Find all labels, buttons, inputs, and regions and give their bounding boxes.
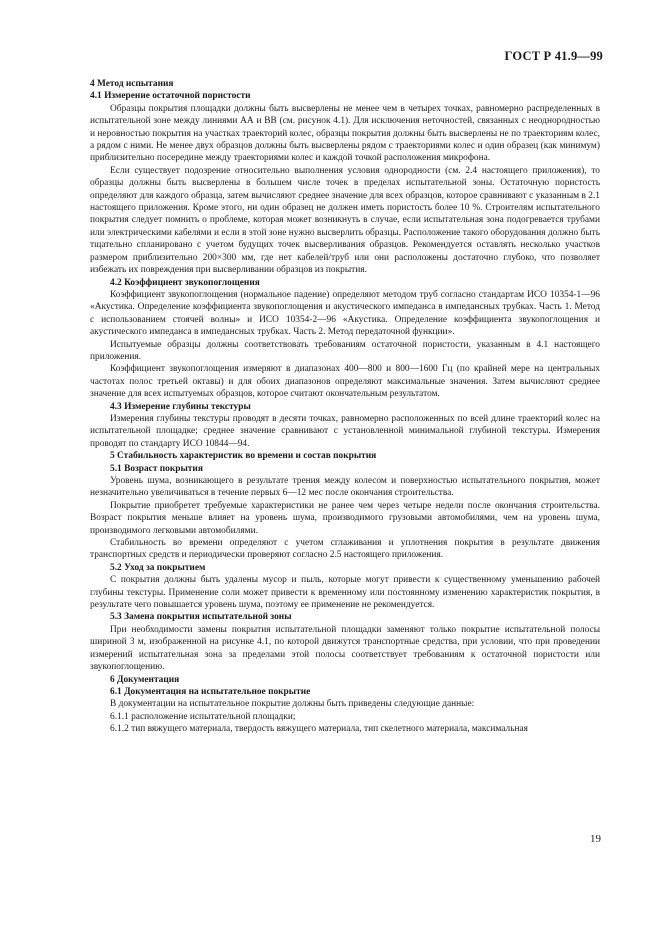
section-5-heading: 5 Стабильность характеристик во времени и состав покрытия xyxy=(110,451,377,462)
paragraph: С покрытия должны быть удалены мусор и пыль, которые могут привести к существенному уменьшению рабочей глубины текстуры. Применение соли может привести к временному или постоянному изменению характеристик покрытия, в результате чего повышается уровень шума, поэтому ее применение не рекомендуется. xyxy=(90,575,600,611)
paragraph: Уровень шума, возникающего в результате трения между колесом и поверхностью испытательного покрытия, может незначительно увеличиваться в течение первых 6—12 мес после окончания строительства. xyxy=(90,476,600,499)
page-number: 19 xyxy=(590,833,601,845)
section-6-heading: 6 Документация xyxy=(110,674,180,685)
paragraph: Испытуемые образцы должны соответствовать требованиям остаточной пористости, указанным в 4.1 настоящего приложения. xyxy=(90,339,600,362)
subsection-5-3-heading: 5.3 Замена покрытия испытательной зоны xyxy=(110,612,292,623)
paragraph: Измерения глубины текстуры проводят в десяти точках, равномерно расположенных по всей длине траекторий колес на испытательной площадке; среднее значение сравнивают с установленной минимальной глубиной текстуры. Измерения проводят по стандарту ИСО 10844—94. xyxy=(90,413,600,449)
paragraph: В документации на испытательное покрытие должны быть приведены следующие данные: xyxy=(110,699,475,710)
paragraph: Если существует подозрение относительно выполнения условия однородности (см. 2.4 настоящего приложения), то образцы должны быть высверлены в большем числе точек в пределах испытательной зоны. Остаточную пористость определяют для каждого образца, затем вычисляют среднее значение для всех образцов, которое сравнивают с указанным в 2.1 настоящего приложения. Кроме этого, ни один образец не должен иметь пористость более 10 %. Строителям испытательного покрытия следует помнить о проблеме, которая может возникнуть в случае, если испытательная зона подогревается трубами или электрическими кабелями и если в этой зоне нужно высверлить образцы. Расположение такого оборудования должно быть тщательно спланировано с учетом будущих точек высверливания образцов. Рекомендуется оставлять несколько участков размером приблизительно 200×300 мм, где нет кабелей/труб или они расположены достаточно глубоко, что позволяет избежать их повреждения при высверливании образцов из покрытия. xyxy=(90,165,600,276)
subsection-6-1-heading: 6.1 Документация на испытательное покрытие xyxy=(110,686,311,697)
subsection-4-2-heading: 4.2 Коэффициент звукопоглощения xyxy=(110,277,260,288)
paragraph: Покрытие приобретет требуемые характеристики не ранее чем через четыре недели после окончания строительства. Возраст покрытия меньше влияет на уровень шума, производимого грузовыми автомобилями, чем на уровень шума, производимого легковыми автомобилями. xyxy=(90,500,600,536)
subsection-4-1-heading: 4.1 Измерение остаточной пористости xyxy=(90,91,251,102)
paragraph: Образцы покрытия площадки должны быть высверлены не менее чем в четырех точках, равномерно распределенных в испытательной зоне между линиями АА и ВВ (см. рисунок 4.1). Для исключения неточностей, связанных с неоднородностью и неровностью покрытия на участках траекторий колес, образцы покрытия должны быть высверлены не по траекториям колес, а рядом с ними. Не менее двух образцов должны быть высверлены рядом с траекториями колес и один образец (как минимум) приблизительно посередине между траекториями колес и каждой точкой расположения микрофона. xyxy=(90,103,600,164)
section-4-heading: 4 Метод испытания xyxy=(90,79,174,89)
paragraph: При необходимости замены покрытия испытательной площадки заменяют только покрытие испытательной полосы шириной 3 м, изображенной на рисунке 4.1, по которой движутся транспортные средства, при условии, что при проведении измерений испытательная зона за пределами этой полосы соответствует требованиям к остаточной пористости или звукопоглощению. xyxy=(90,624,600,673)
paragraph: Стабильность во времени определяют с учетом сглаживания и уплотнения покрытия в результате движения транспортных средств и периодически проверяют согласно 2.5 настоящего приложения. xyxy=(90,538,600,561)
list-item: 6.1.2 тип вяжущего материала, твердость вяжущего материала, тип скелетного материала, максимальная xyxy=(110,724,528,735)
subsection-4-3-heading: 4.3 Измерение глубины текстуры xyxy=(110,401,251,412)
list-item: 6.1.1 расположение испытательной площадки; xyxy=(110,711,296,722)
subsection-5-1-heading: 5.1 Возраст покрытия xyxy=(110,463,203,474)
paragraph: Коэффициент звукопоглощения (нормальное падение) определяют методом труб согласно стандартам ИСО 10354-1—96 «Акустика. Определение коэффициента звукопоглощения и акустического импеданса в импедансных трубках. Часть 1. Метод с использованием стоячей волны» и ИСО 10354-2—96 «Акустика. Определение коэффициента звукопоглощения и акустического импеданса в импедансных трубках. Часть 2. Метод передаточной функции». xyxy=(90,289,600,338)
subsection-5-2-heading: 5.2 Уход за покрытием xyxy=(110,562,206,573)
document-body xyxy=(90,78,600,736)
paragraph: Коэффициент звукопоглощения измеряют в диапазонах 400—800 и 800—1600 Гц (по крайней мере на центральных частотах полос третьей октавы) и для обоих диапазонов определяют максимальные значения. Затем вычисляют среднее значение для всех испытуемых образцов, которое считают окончательным результатом. xyxy=(90,364,600,400)
standard-designation: ГОСТ Р 41.9—99 xyxy=(504,49,603,63)
